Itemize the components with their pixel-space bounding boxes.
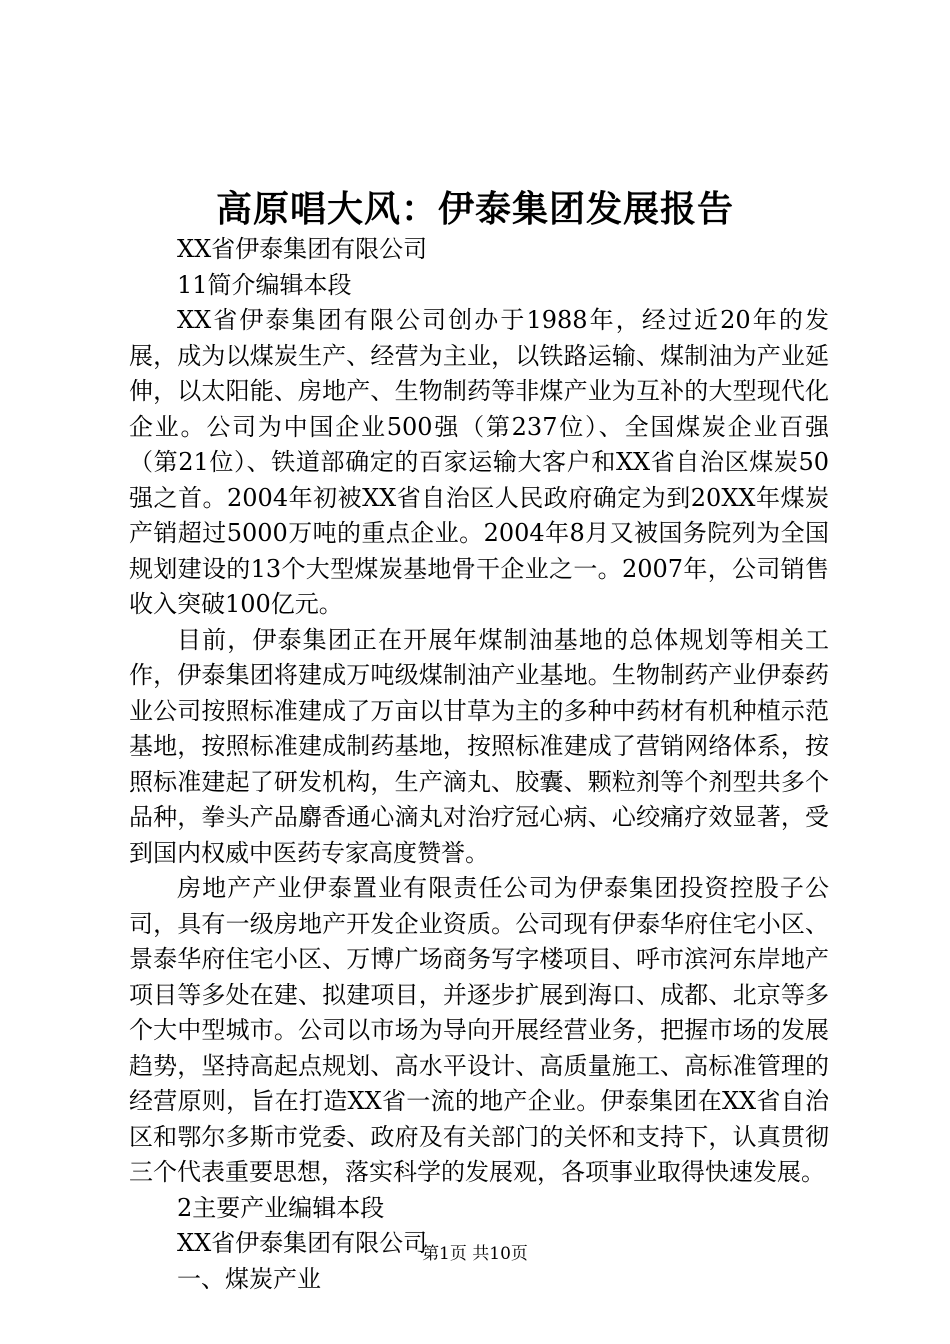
document-body bbox=[129, 232, 829, 1297]
paragraph-company-name-2: XX省伊泰集团有限公司 bbox=[177, 1229, 428, 1257]
page-number-footer: 第1页 共10页 bbox=[422, 1244, 528, 1264]
subheading-coal-industry: 一、煤炭产业 bbox=[177, 1264, 321, 1293]
paragraph-real-estate: 房地产产业伊泰置业有限责任公司为伊泰集团投资控股子公司，具有一级房地产开发企业资质。公司现有伊泰华府住宅小区、景泰华府住宅小区、万博广场商务写字楼项目、呼市滨河东岸地产项目等多处在建、拟建项目，并逐步扩展到海口、成都、北京等多个大中型城市。公司以市场为导向开展经营业务，把握市场的发展趋势，坚持高起点规划、高水平设计、高质量施工、高标准管理的经营原则，旨在打造XX省一流的地产企业。伊泰集团在XX省自治区和鄂尔多斯市党委、政府及有关部门的关怀和支持下，认真贯彻三个代表重要思想，落实科学的发展观，各项事业取得快速发展。 bbox=[129, 874, 829, 1186]
paragraph-intro: XX省伊泰集团有限公司创办于1988年，经过近20年的发展，成为以煤炭生产、经营为主业，以铁路运输、煤制油为产业延伸，以太阳能、房地产、生物制药等非煤产业为互补的大型现代化企业。公司为中国企业500强（第237位）、全国煤炭企业百强（第21位）、铁道部确定的百家运输大客户和XX省自治区煤炭50强之首。2004年初被XX省自治区人民政府确定为到20XX年煤炭产销超过5000万吨的重点企业。2004年8月又被国务院列为全国规划建设的13个大型煤炭基地骨干企业之一。2007年，公司销售收入突破100亿元。 bbox=[129, 306, 829, 618]
document-title: 高原唱大风：伊泰集团发展报告 bbox=[215, 188, 734, 230]
section-heading-main-industries: 2主要产业编辑本段 bbox=[177, 1193, 385, 1222]
paragraph-company-name: XX省伊泰集团有限公司 bbox=[177, 235, 428, 263]
section-heading-intro: 11简介编辑本段 bbox=[177, 270, 352, 299]
paragraph-current-work: 目前，伊泰集团正在开展年煤制油基地的总体规划等相关工作，伊泰集团将建成万吨级煤制油产业基地。生物制药产业伊泰药业公司按照标准建成了万亩以甘草为主的多种中药材有机种植示范基地，按照标准建成制药基地，按照标准建成了营销网络体系，按照标准建起了研发机构，生产滴丸、胶囊、颗粒剂等个剂型共多个品种，拳头产品麝香通心滴丸对治疗冠心病、心绞痛疗效显著，受到国内权威中医药专家高度赞誉。 bbox=[129, 625, 829, 867]
